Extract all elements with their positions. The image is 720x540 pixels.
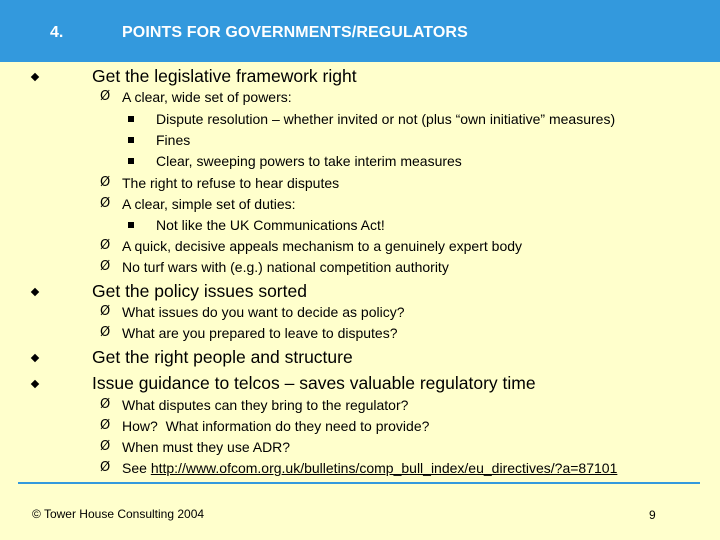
ofcom-link[interactable]: http://www.ofcom.org.uk/bulletins/comp_bull_index/eu_directives/?a=87101 (150, 460, 618, 476)
square-bullet-icon (128, 137, 134, 143)
sub-sub-bullet-text: Dispute resolution – whether invited or not (plus “own initiative” measures) (156, 111, 616, 127)
sub-bullet-text: What issues do you want to decide as policy? (122, 304, 405, 320)
sub-bullet-text: The right to refuse to hear disputes (122, 175, 340, 191)
diamond-bullet-icon (31, 73, 39, 81)
arrow-bullet-icon: Ø (100, 238, 111, 253)
sub-bullet-text: When must they use ADR? (122, 439, 291, 455)
sub-bullet-text (122, 460, 617, 476)
sub-bullet-text: A clear, wide set of powers: (122, 89, 292, 105)
arrow-bullet-icon: Ø (100, 460, 111, 475)
slide-title: POINTS FOR GOVERNMENTS/REGULATORS (122, 24, 468, 41)
sub-bullet-text: What disputes can they bring to the regulator? (122, 397, 409, 413)
see-label: See (122, 460, 151, 476)
arrow-bullet-icon: Ø (100, 397, 111, 412)
arrow-bullet-icon: Ø (100, 89, 111, 104)
sub-sub-bullet-text: Not like the UK Communications Act! (156, 217, 385, 233)
bullet-heading: Get the legislative framework right (92, 66, 357, 86)
arrow-bullet-icon: Ø (100, 259, 111, 274)
sub-sub-bullet-text: Fines (156, 132, 191, 148)
page-number: 9 (649, 508, 656, 522)
sub-bullet-text: What are you prepared to leave to disputes? (122, 325, 398, 341)
arrow-bullet-icon: Ø (100, 439, 111, 454)
square-bullet-icon (128, 158, 134, 164)
footer-copyright: © Tower House Consulting 2004 (32, 507, 205, 521)
sub-bullet-text: A clear, simple set of duties: (122, 196, 296, 212)
diamond-bullet-icon (31, 354, 39, 362)
arrow-bullet-icon: Ø (100, 304, 111, 319)
bullet-heading: Get the policy issues sorted (92, 281, 307, 301)
square-bullet-icon (128, 116, 134, 122)
arrow-bullet-icon: Ø (100, 325, 111, 340)
bullet-heading: Issue guidance to telcos – saves valuable regulatory time (92, 373, 536, 393)
footer-divider (18, 482, 700, 484)
bullet-heading: Get the right people and structure (92, 347, 353, 367)
section-number: 4. (50, 24, 64, 41)
sub-sub-bullet-text: Clear, sweeping powers to take interim measures (156, 153, 462, 169)
arrow-bullet-icon: Ø (100, 175, 111, 190)
square-bullet-icon (128, 222, 134, 228)
diamond-bullet-icon (31, 288, 39, 296)
sub-bullet-text: No turf wars with (e.g.) national competition authority (122, 259, 449, 275)
sub-bullet-text: A quick, decisive appeals mechanism to a genuinely expert body (122, 238, 523, 254)
sub-bullet-text: How? What information do they need to provide? (122, 418, 430, 434)
arrow-bullet-icon: Ø (100, 196, 111, 211)
diamond-bullet-icon (31, 380, 39, 388)
slide-header (0, 0, 720, 62)
arrow-bullet-icon: Ø (100, 418, 111, 433)
